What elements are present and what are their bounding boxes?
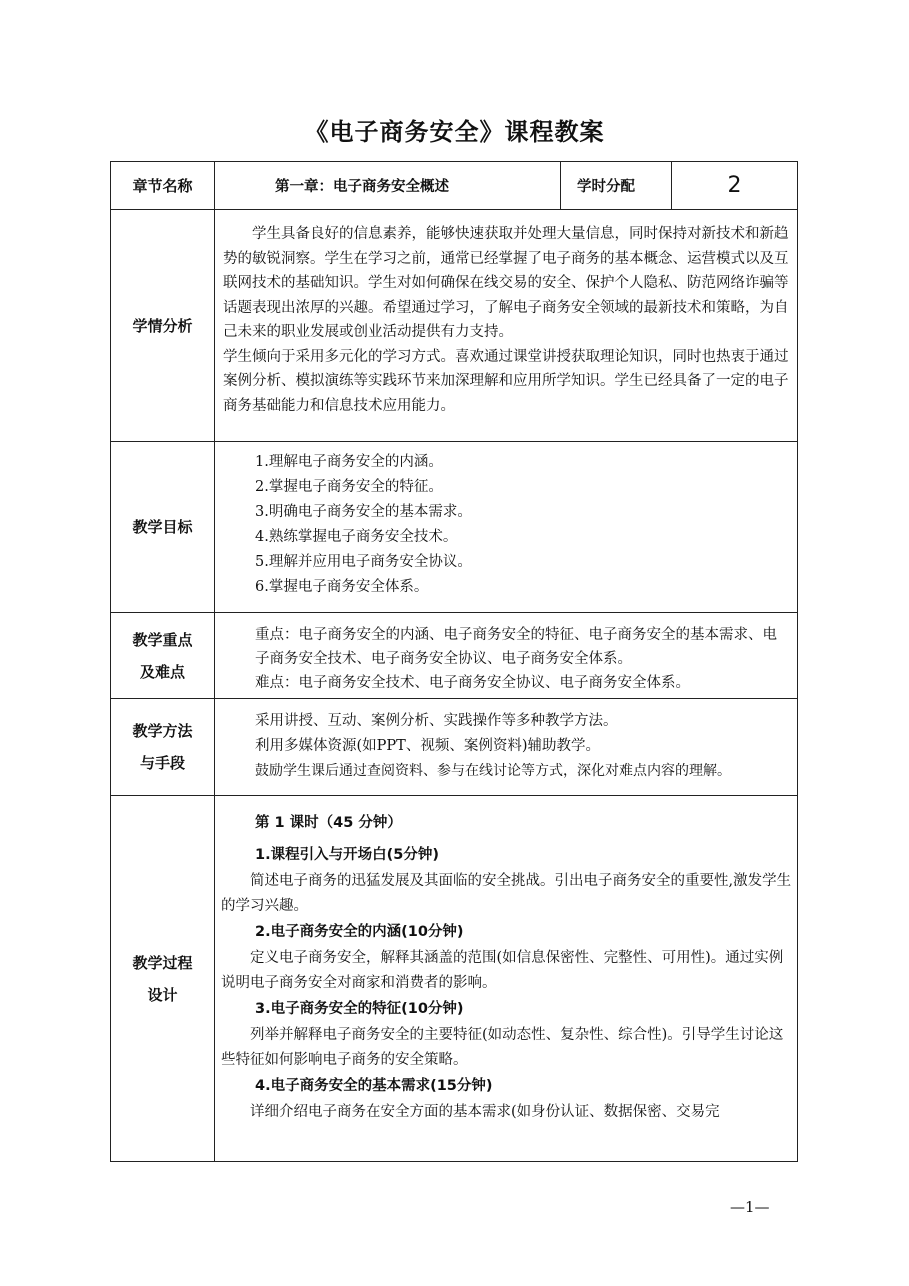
chapter-value: 第一章：电子商务安全概述 [215, 162, 561, 210]
process-label-line2: 设计 [147, 985, 178, 1004]
methods-label-line2: 与手段 [139, 754, 185, 772]
page-number: —1— [730, 1198, 770, 1216]
student-analysis-content [215, 210, 798, 442]
section-text: 简述电子商务的迅猛发展及其面临的安全挑战。引出电子商务安全的重要性,激发学生的学习兴趣。 [221, 873, 792, 914]
section-text: 详细介绍电子商务在安全方面的基本需求(如身份认证、数据保密、交易完 [250, 1104, 720, 1120]
objective-item: 1.理解电子商务安全的内涵。 [255, 454, 443, 470]
student-analysis-row [111, 210, 798, 442]
objectives-label: 教学目标 [111, 442, 215, 613]
section-heading: 2.电子商务安全的内涵(10分钟) [255, 924, 464, 940]
key-points-text: 重点：电子商务安全的内涵、电子商务安全的特征、电子商务安全的基本需求、电子商务安全技术、电子商务安全协议、电子商务安全体系。 [255, 627, 777, 667]
process-content [215, 796, 798, 1162]
hours-value: 2 [672, 162, 798, 210]
methods-label [111, 699, 215, 796]
objective-item: 4.熟练掌握电子商务安全技术。 [255, 529, 458, 545]
process-label [111, 796, 215, 1162]
hours-label: 学时分配 [561, 162, 672, 210]
objectives-row [111, 442, 798, 613]
objective-item: 3.明确电子商务安全的基本需求。 [255, 504, 472, 520]
difficult-points-text: 难点：电子商务安全技术、电子商务安全协议、电子商务安全体系。 [255, 675, 690, 691]
key-points-row [111, 613, 798, 699]
methods-content [215, 699, 798, 796]
methods-label-line1: 教学方法 [132, 722, 193, 740]
lesson-plan-table [110, 161, 798, 1162]
objective-item: 5.理解并应用电子商务安全协议。 [255, 554, 472, 570]
section-heading: 3.电子商务安全的特征(10分钟) [255, 1001, 464, 1017]
method-line: 利用多媒体资源(如PPT、视频、案例资料)辅助教学。 [255, 738, 600, 754]
section-text: 定义电子商务安全，解释其涵盖的范围(如信息保密性、完整性、可用性)。通过实例说明电子商务安全对商家和消费者的影响。 [221, 950, 784, 991]
section-text: 列举并解释电子商务安全的主要特征(如动态性、复杂性、综合性)。引导学生讨论这些特征如何影响电子商务的安全策略。 [221, 1027, 784, 1068]
student-analysis-paragraph: 学生具备良好的信息素养，能够快速获取并处理大量信息，同时保持对新技术和新趋势的敏锐洞察。学生在学习之前，通常已经掌握了电子商务的基本概念、运营模式以及互联网技术的基础知识。学生对如何确保在线交易的安全、保护个人隐私、防范网络诈骗等话题表现出浓厚的兴趣。希望通过学习，了解电子商务安全领域的最新技术和策略，为自己未来的职业发展或创业活动提供有力支持。 [223, 226, 789, 340]
key-points-label-line2: 及难点 [139, 662, 185, 681]
objective-item: 6.掌握电子商务安全体系。 [255, 579, 429, 595]
session-title: 第 1 课时（45 分钟） [255, 815, 402, 831]
method-line: 鼓励学生课后通过查阅资料、参与在线讨论等方式，深化对难点内容的理解。 [255, 763, 731, 779]
key-points-content [215, 613, 798, 699]
section-heading: 4.电子商务安全的基本需求(15分钟) [255, 1078, 493, 1094]
method-line: 采用讲授、互动、案例分析、实践操作等多种教学方法。 [255, 713, 618, 729]
objective-item: 2.掌握电子商务安全的特征。 [255, 479, 443, 495]
document-title: 《电子商务安全》课程教案 [304, 118, 605, 146]
process-label-line1: 教学过程 [132, 953, 193, 972]
student-analysis-paragraph: 学生倾向于采用多元化的学习方式。喜欢通过课堂讲授获取理论知识，同时也热衷于通过案例分析、模拟演练等实践环节来加深理解和应用所学知识。学生已经具备了一定的电子商务基础能力和信息技术应用能力。 [223, 348, 789, 414]
student-analysis-label: 学情分析 [111, 210, 215, 442]
process-row [111, 796, 798, 1162]
key-points-label [111, 613, 215, 699]
chapter-label: 章节名称 [111, 162, 215, 210]
key-points-label-line1: 教学重点 [132, 630, 193, 649]
header-row [111, 162, 798, 210]
methods-row [111, 699, 798, 796]
objectives-content [215, 442, 798, 613]
section-heading: 1.课程引入与开场白(5分钟) [255, 847, 439, 863]
